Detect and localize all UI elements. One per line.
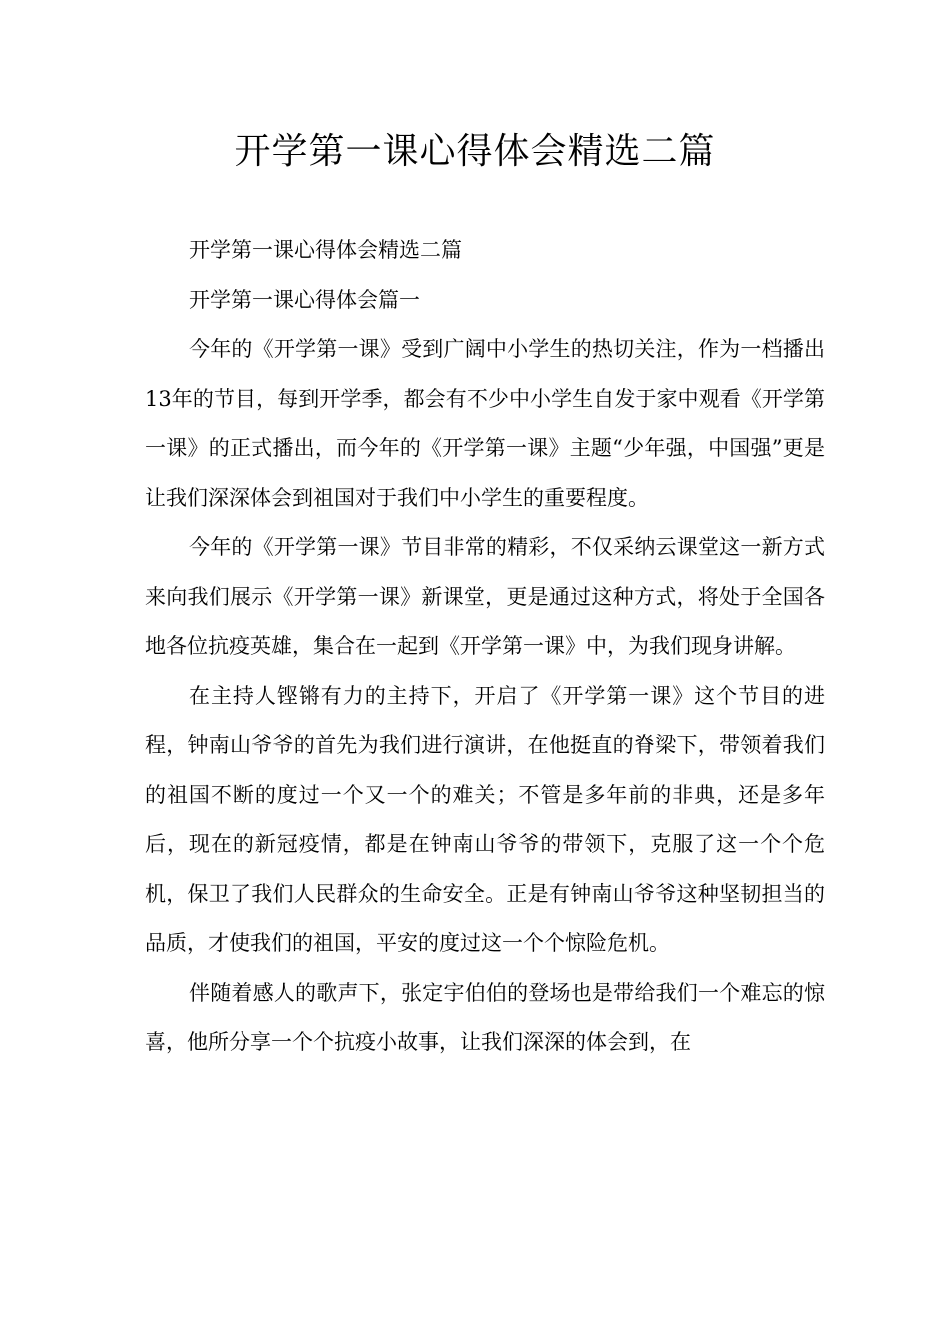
document-body <box>145 226 825 1068</box>
body-paragraph: 今年的《开学第一课》受到广阔中小学生的热切关注，作为一档播出13年的节目，每到开学季，都会有不少中小学生自发于家中观看《开学第一课》的正式播出，而今年的《开学第一课》主题“少年强，中国强”更是让我们深深体会到祖国对于我们中小学生的重要程度。 <box>145 337 825 510</box>
body-paragraph: 今年的《开学第一课》节目非常的精彩，不仅采纳云课堂这一新方式来向我们展示《开学第一课》新课堂，更是通过这种方式，将处于全国各地各位抗疫英雄，集合在一起到《开学第一课》中，为我们现身讲解。 <box>145 535 825 658</box>
section-heading: 开学第一课心得体会篇一 <box>189 287 420 312</box>
subtitle-paragraph: 开学第一课心得体会精选二篇 <box>189 238 462 262</box>
body-paragraph: 在主持人铿锵有力的主持下，开启了《开学第一课》这个节目的进程，钟南山爷爷的首先为我们进行演讲，在他挺直的脊梁下，带领着我们的祖国不断的度过一个又一个的难关；不管是多年前的非典，还是多年后，现在的新冠疫情，都是在钟南山爷爷的带领下，克服了这一个个危机，保卫了我们人民群众的生命安全。正是有钟南山爷爷这种坚韧担当的品质，才使我们的祖国，平安的度过这一个个惊险危机。 <box>145 683 825 955</box>
document-title: 开学第一课心得体会精选二篇 <box>234 131 716 172</box>
body-paragraph: 伴随着感人的歌声下，张定宇伯伯的登场也是带给我们一个难忘的惊喜，他所分享一个个抗疫小故事，让我们深深的体会到，在 <box>145 980 825 1054</box>
